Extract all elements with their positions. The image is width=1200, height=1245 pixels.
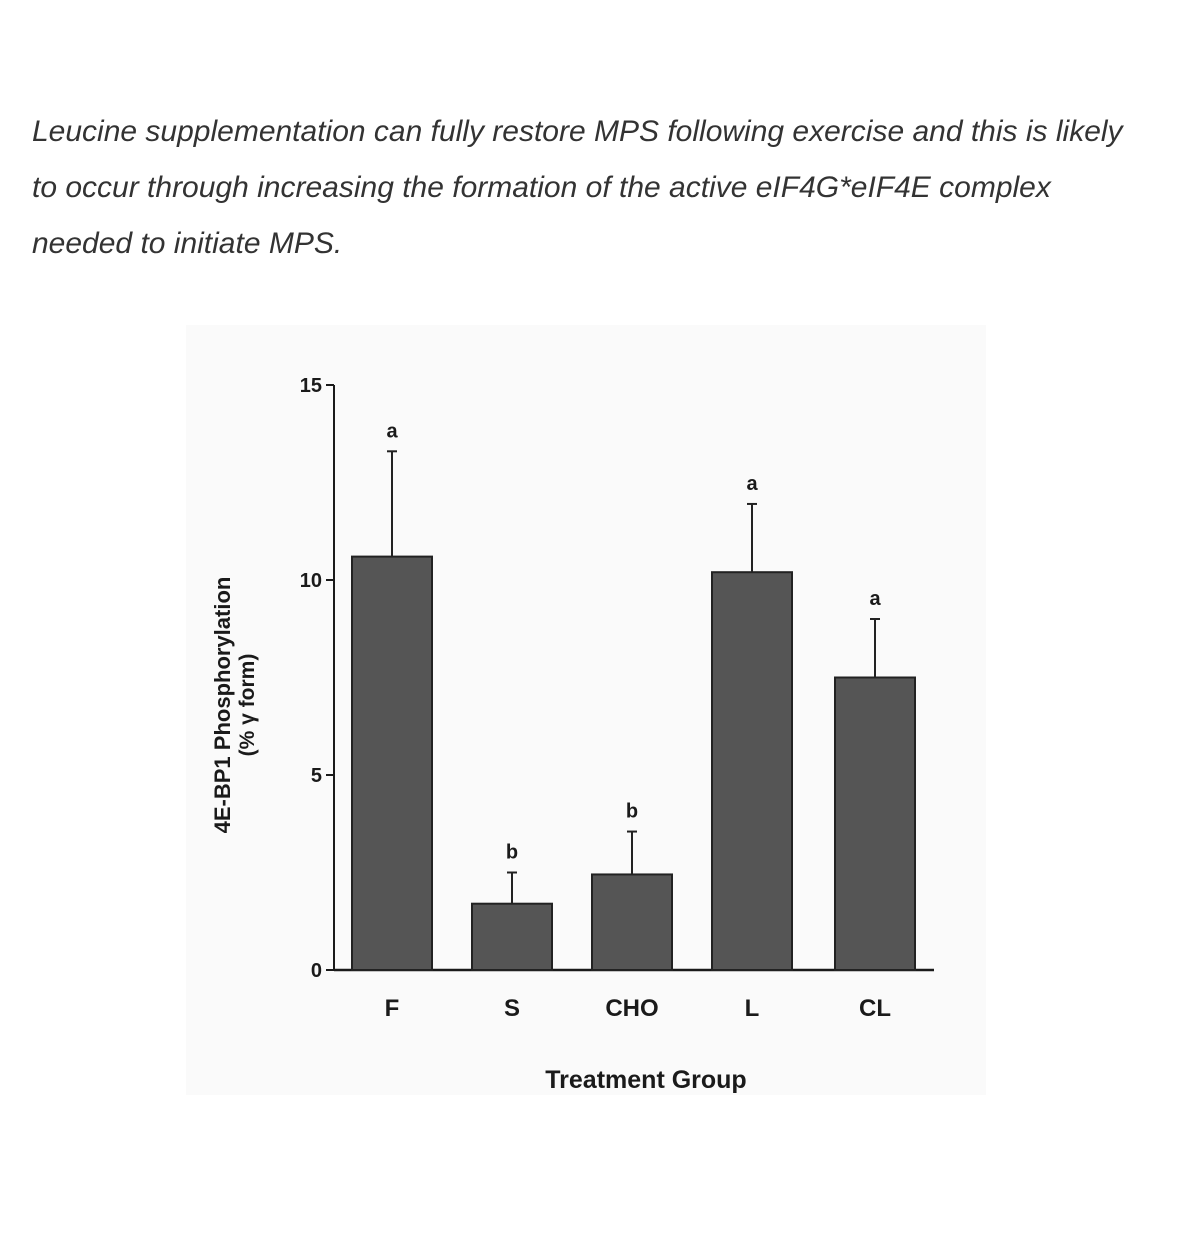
figure-caption: Leucine supplementation can fully restore MPS following exercise and this is likely to occur through increasing the formation of the active eIF4G*eIF4E complex needed to initiate MPS. xyxy=(32,115,1123,260)
x-tick-label: CL xyxy=(859,995,891,1022)
bar-f xyxy=(352,557,432,970)
x-axis-label: Treatment Group xyxy=(545,1066,747,1094)
bar-cl xyxy=(835,678,915,971)
y-axis-label: 4E-BP1 Phosphorylation xyxy=(210,576,235,834)
significance-label: b xyxy=(505,841,519,864)
y-tick-label: 0 xyxy=(310,960,322,982)
significance-label: b xyxy=(625,800,639,823)
bar-cho xyxy=(592,874,672,970)
significance-label: a xyxy=(386,420,398,443)
significance-label: a xyxy=(746,472,758,495)
x-tick-label: CHO xyxy=(605,995,659,1022)
bar-chart xyxy=(186,325,986,1095)
bar-chart-figure xyxy=(186,325,986,1095)
y-axis-units: (% γ form) xyxy=(236,653,259,757)
bar-l xyxy=(712,572,792,970)
y-tick-label: 15 xyxy=(299,375,322,397)
x-tick-label: L xyxy=(744,995,760,1022)
plot-area xyxy=(300,375,934,1022)
x-tick-label: S xyxy=(503,995,521,1022)
y-tick-label: 10 xyxy=(299,570,322,592)
bar-s xyxy=(472,904,552,970)
x-tick-label: F xyxy=(384,995,400,1022)
y-axis-title xyxy=(210,577,259,834)
y-tick-label: 5 xyxy=(310,765,322,787)
significance-label: a xyxy=(869,588,881,610)
